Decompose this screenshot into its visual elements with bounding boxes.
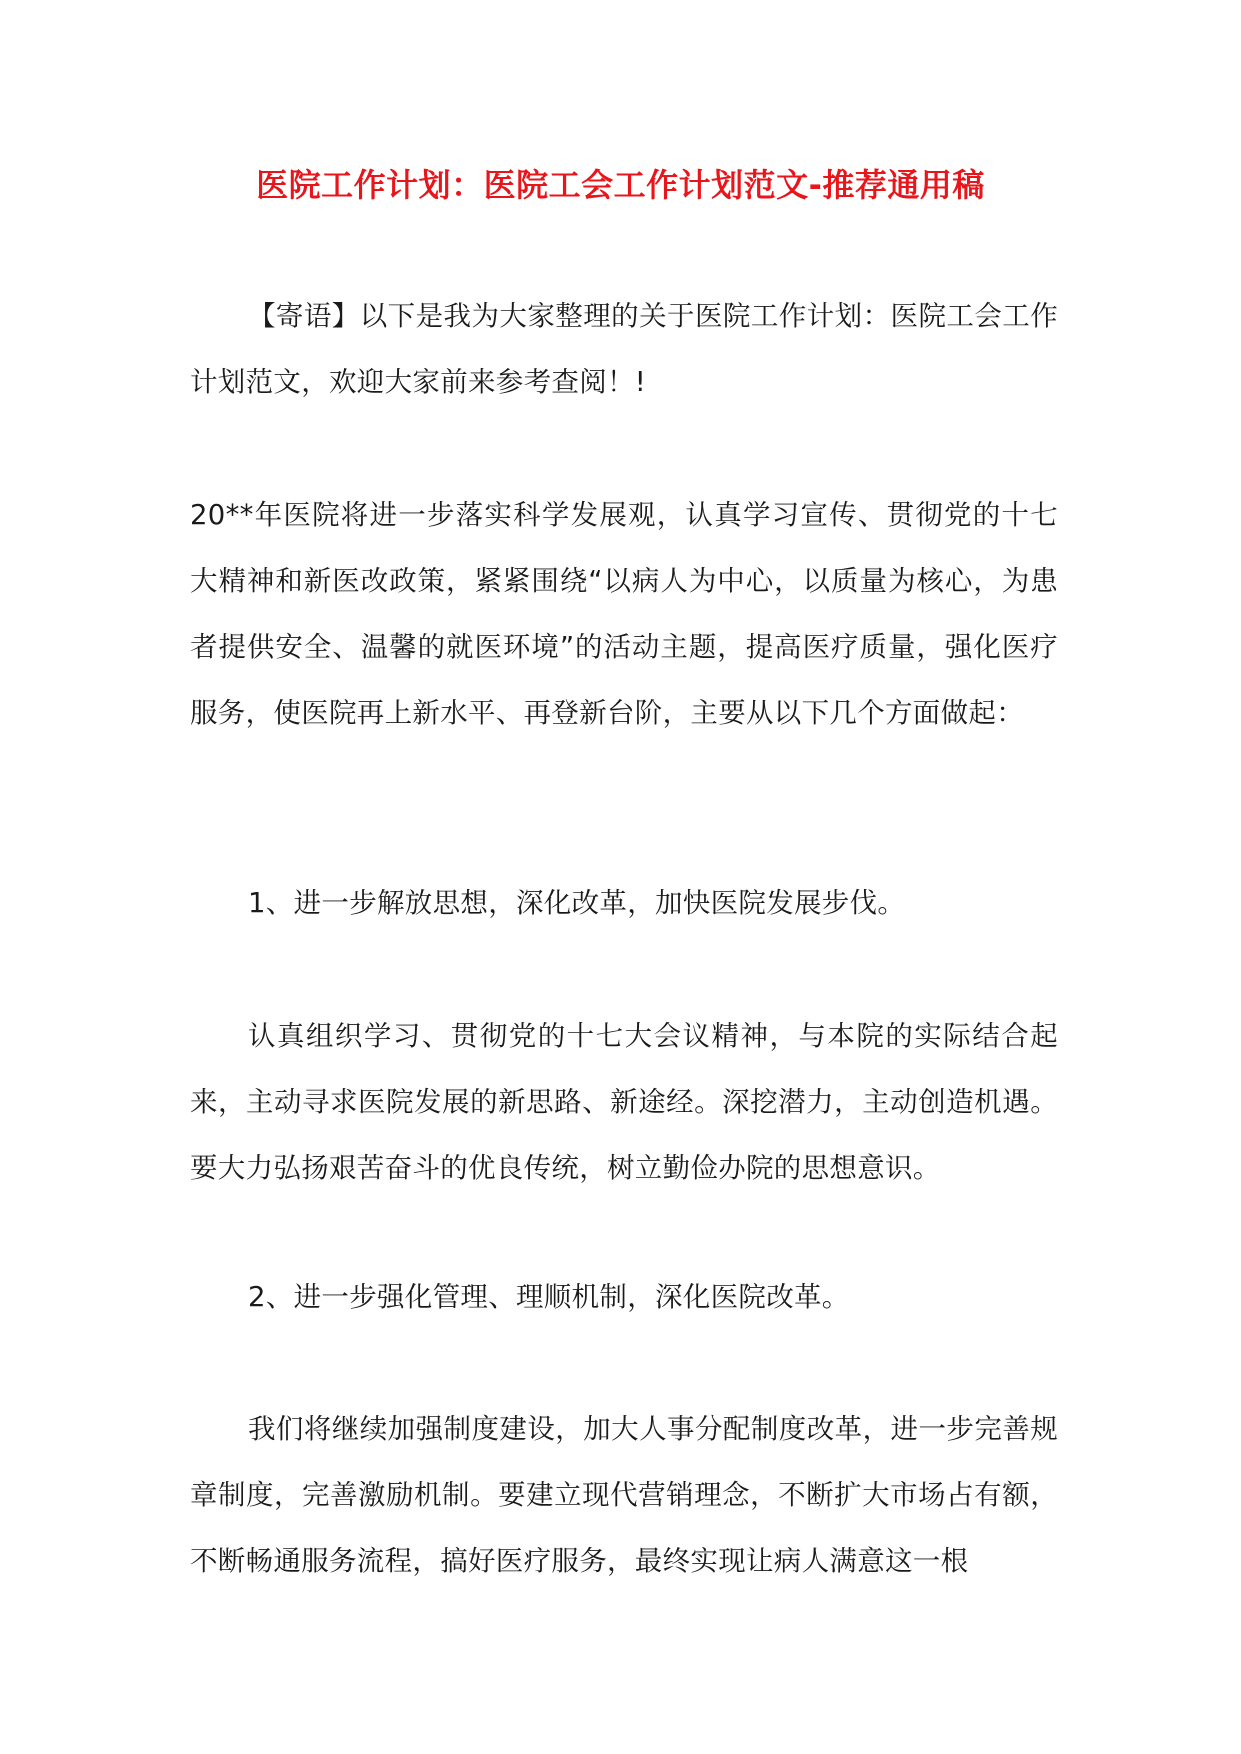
body-paragraph-2: 认真组织学习、贯彻党的十七大会议精神，与本院的实际结合起来，主动寻求医院发展的新思路、新途经。深挖潜力，主动创造机遇。要大力弘扬艰苦奋斗的优良传统，树立勤俭办院的思想意识。 — [190, 1020, 1058, 1184]
document-title: 医院工作计划：医院工会工作计划范文-推荐通用稿 — [256, 166, 985, 204]
intro-paragraph: 【寄语】以下是我为大家整理的关于医院工作计划：医院工会工作计划范文，欢迎大家前来参考查阅！! — [190, 300, 1058, 398]
section-heading-1: 1、进一步解放思想，深化改革，加快医院发展步伐。 — [248, 887, 906, 919]
body-paragraph-1: 20**年医院将进一步落实科学发展观，认真学习宣传、贯彻党的十七大精神和新医改政策，紧紧围绕“以病人为中心，以质量为核心，为患者提供安全、温馨的就医环境”的活动主题，提高医疗质量，强化医疗服务，使医院再上新水平、再登新台阶，主要从以下几个方面做起： — [190, 499, 1058, 729]
body-paragraph-3: 我们将继续加强制度建设，加大人事分配制度改革，进一步完善规章制度，完善激励机制。要建立现代营销理念，不断扩大市场占有额，不断畅通服务流程，搞好医疗服务，最终实现让病人满意这一根 — [190, 1413, 1058, 1577]
section-heading-2: 2、进一步强化管理、理顺机制，深化医院改革。 — [248, 1281, 850, 1313]
